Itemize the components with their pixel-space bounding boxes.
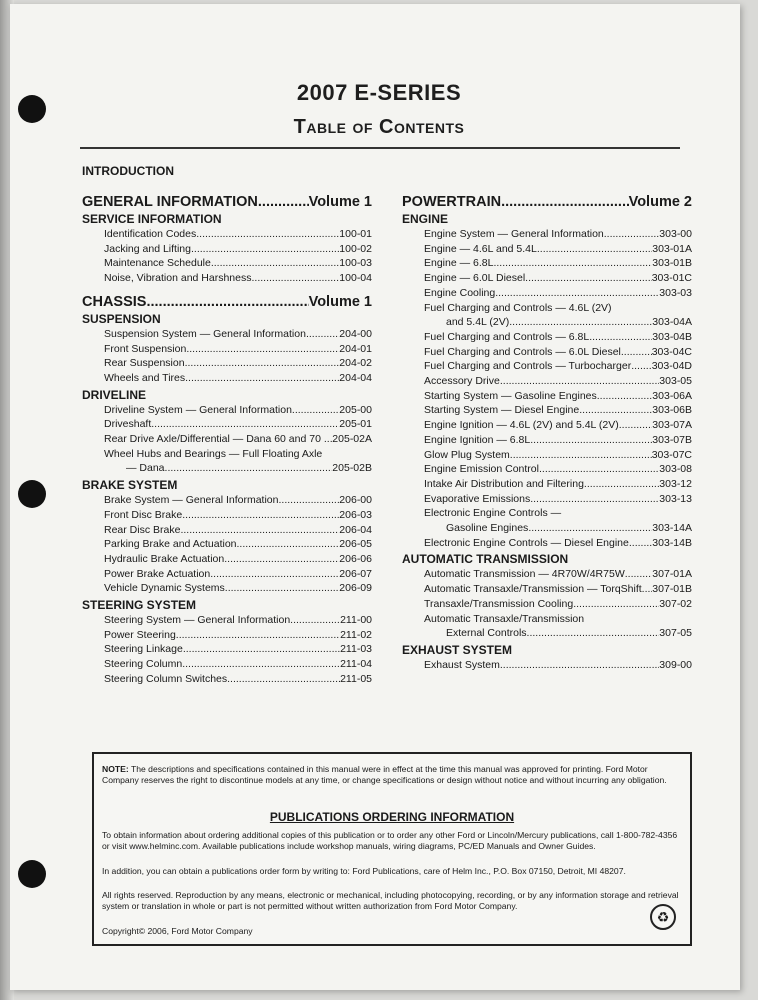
toc-entry-name: Engine System — General Information [424,228,604,240]
toc-entry-name: Steering Linkage [104,643,183,656]
toc-entry-code: 206-05 [339,538,372,551]
ordering-paragraph: To obtain information about ordering additional copies of this publication or to order any other Ford or Lincoln/Mercury publications, call 1-800-782-4356 or visit www.helminc.com. Available publications include workshop manuals, wiring diagrams, PC/ED Manuals and Owner Guides. [102,830,678,851]
toc-entry-code: 211-02 [340,628,372,641]
volume-number: Volume 1 [308,293,372,310]
toc-entry-name: Wheel Hubs and Bearings — Full Floating Axle [104,447,323,460]
toc-entry-code: 303-04A [652,316,692,329]
toc-entry [402,227,692,242]
toc-entry [402,345,692,360]
toc-entry-name: Fuel Charging and Controls — Turbocharger [424,360,632,373]
note-text: The descriptions and specifications contained in this manual were in effect at the time this manual was approved for printing. Ford Motor Company reserves the right to discontinue models at any time, or change specifications or design without notice and without incurring any obligation. [102,764,667,785]
toc-entry-name: Engine — 6.0L Diesel [424,272,526,285]
volume-label: GENERAL INFORMATION [82,194,258,210]
toc-entry [402,536,692,551]
toc-entry-code: 205-02B [332,462,372,475]
toc-entry-code: 303-07B [652,433,692,446]
toc-entry-name: Transaxle/Transmission Cooling [424,597,574,610]
toc-entry-code: 303-03 [659,286,692,299]
toc-entry [402,597,692,612]
toc-entry [82,432,372,447]
toc-entry-name: Automatic Transaxle/Transmission — TorqShift [424,583,642,596]
toc-entry [402,256,692,271]
toc-entry-name: Jacking and Lifting [104,242,191,255]
toc-entry-name: Front Suspension [104,342,187,355]
toc-entry-code: 204-02 [339,357,372,370]
toc-entry-name: Accessory Drive [424,375,500,388]
toc-entry-name: Driveshaft [104,418,152,431]
order-form-paragraph: In addition, you can obtain a publications order form by writing to: Ford Publications, care of Helm Inc., P.O. Box 07150, Detroit, MI 48207. [102,866,626,876]
toc-entry-code: 100-02 [339,242,372,255]
toc-entry-name: Rear Drive Axle/Differential — Dana 60 and 70 .. [104,433,330,446]
publications-heading: PUBLICATIONS ORDERING INFORMATION [269,810,515,824]
toc-entry-name: Fuel Charging and Controls — 6.0L Diesel [424,345,621,358]
volume-heading [82,194,372,210]
toc-entry-name: — Dana [126,462,165,475]
toc-entry-name: Intake Air Distribution and Filtering [424,477,584,490]
toc-entry [82,403,372,418]
section-heading: ENGINE [402,212,449,226]
title-rule [80,147,680,149]
section-heading: AUTOMATIC TRANSMISSION [402,552,569,567]
toc-entry-name: Power Steering [104,628,176,641]
volume-number: Volume 2 [628,194,692,210]
toc-entry-name: Starting System — Diesel Engine [424,404,580,417]
toc-entry-code: 303-05 [659,375,692,388]
toc-entry-code: 303-00 [659,228,692,240]
toc-entry-code: 303-06B [652,404,692,417]
toc-entry-code: 307-05 [659,627,692,640]
toc-entry-name: Driveline System — General Information [104,403,292,416]
toc-entry [402,403,692,418]
toc-entry-code: 206-09 [339,582,372,595]
toc-entry [402,242,692,257]
recycle-icon: ♻ [650,904,676,930]
section-heading: STEERING SYSTEM [82,598,197,613]
toc-entry-name: Starting System — Gasoline Engines [424,389,597,402]
section-heading: SERVICE INFORMATION [82,212,222,226]
toc-entry [82,523,372,538]
toc-entry [402,389,692,404]
toc-entry-name: Gasoline Engines [446,522,529,535]
toc-entry [82,657,372,672]
toc-entry-wrapped [402,301,692,316]
toc-entry [82,417,372,432]
toc-entry [82,642,372,657]
toc-entry-code: 303-14B [652,536,692,549]
notice-box [92,752,692,946]
toc-entry [82,613,372,628]
toc-entry-wrapped [82,447,372,462]
toc-entry-name: Fuel Charging and Controls — 6.8L [424,330,590,343]
toc-entry-wrapped [402,612,692,627]
toc-entry-code: 307-01A [652,568,692,581]
toc-entry-code: 303-04B [652,330,692,343]
toc-entry [82,537,372,552]
introduction-heading: INTRODUCTION [82,164,174,178]
toc-entry-code: 303-04C [651,345,692,358]
toc-entry-name: Noise, Vibration and Harshness [104,272,252,285]
note-label: NOTE: [102,764,129,774]
toc-entry-name: Front Disc Brake [104,508,183,521]
toc-entry-name: Hydraulic Brake Actuation [104,552,225,565]
toc-entry [402,330,692,345]
toc-entry-name: Evaporative Emissions [424,492,531,505]
toc-entry-name: Brake System — General Information [104,494,279,507]
toc-entry [402,626,692,641]
toc-entry [402,477,692,492]
toc-entry-name: Suspension System — General Information [104,327,306,340]
toc-entry [82,342,372,357]
toc-entry [402,521,692,536]
toc-entry [402,567,692,582]
toc-entry-code: 303-12 [659,477,692,490]
document-title: 2007 E-SERIES [296,80,462,105]
toc-entry-name: Engine Cooling [424,286,496,299]
toc-entry [82,327,372,342]
volume-heading [82,294,372,310]
toc-entry-code: 206-07 [339,567,372,580]
toc-left-column [82,194,372,687]
toc-entry [82,461,372,476]
toc-entry-name: Engine Ignition — 4.6L (2V) and 5.4L (2V) [424,419,619,432]
volume-label: POWERTRAIN [402,194,502,210]
toc-entry-name: Steering Column [104,658,183,671]
toc-entry [82,271,372,286]
toc-entry [82,242,372,257]
toc-entry-name: Rear Suspension [104,357,185,370]
toc-entry-name: Maintenance Schedule [104,257,211,270]
toc-entry-code: 211-03 [340,643,372,656]
toc-entry-name: Exhaust System [424,658,500,671]
toc-entry-name: Engine — 4.6L and 5.4L [424,242,537,255]
toc-entry-code: 211-04 [340,658,372,671]
toc-entry-name: Engine — 6.8L [424,257,494,270]
toc-entry-name: External Controls [446,627,527,640]
section-heading: SUSPENSION [82,311,161,326]
toc-entry-code: 205-01 [339,418,372,431]
toc-entry [402,492,692,507]
toc-entry-name: Engine Emission Control [424,463,539,476]
toc-entry-code: 303-07A [652,419,692,432]
toc-entry-name: Fuel Charging and Controls — 4.6L (2V) [424,301,612,314]
volume-heading [402,194,692,210]
toc-entry [402,359,692,374]
toc-entry-name: Steering System — General Information [104,614,291,627]
toc-entry-code: 303-01C [651,272,692,285]
copyright-line: Copyright© 2006, Ford Motor Company [102,926,253,936]
toc-entry-code: 303-08 [659,463,692,476]
toc-entry-name: Wheels and Tires [104,371,186,384]
toc-entry-code: 206-00 [339,494,372,507]
toc-entry-code: 100-01 [339,228,372,240]
toc-entry-name: Electronic Engine Controls — [424,507,562,520]
toc-entry [402,462,692,477]
toc-entry-code: 303-13 [659,492,692,505]
toc-entry [402,433,692,448]
toc-entry-name: Electronic Engine Controls — Diesel Engine [424,536,629,549]
toc-entry-code: 100-03 [339,257,372,270]
volume-number: Volume 1 [308,194,372,210]
toc-entry-code: 303-06A [652,389,692,402]
toc-entry-code: 206-04 [339,523,372,536]
toc-entry-code: 307-01B [652,583,692,596]
toc-entry [82,581,372,596]
toc-entry-code: 307-02 [659,597,692,610]
toc-entry-code: 303-04D [651,360,692,373]
toc-entry [402,374,692,389]
toc-entry-name: Parking Brake and Actuation [104,538,237,551]
toc-entry-name: Vehicle Dynamic Systems [104,582,225,595]
document-subtitle: Table of Contents [293,116,465,138]
toc-entry-code: 206-03 [339,508,372,521]
toc-entry-code: 204-01 [339,342,372,355]
toc-entry [402,448,692,463]
toc-entry [402,582,692,597]
note-paragraph [102,764,682,786]
toc-entry [82,508,372,523]
toc-entry-name: Automatic Transaxle/Transmission [424,612,585,625]
punch-hole [18,860,46,888]
toc-entry [82,371,372,386]
punch-hole [18,480,46,508]
section-heading: DRIVELINE [82,387,147,402]
toc-right-column [402,194,692,673]
toc-entry-name: Automatic Transmission — 4R70W/4R75W [424,568,625,581]
toc-entry [82,227,372,242]
toc-entry-code: 100-04 [339,272,372,285]
toc-entry-code: 303-01A [652,242,692,255]
toc-entry-code: 211-00 [340,614,372,627]
toc-entry-code: 303-01B [652,257,692,270]
toc-entry [82,356,372,371]
section-heading: EXHAUST SYSTEM [402,642,513,657]
toc-entry-name: Steering Column Switches [104,672,228,685]
toc-entry-code: 211-05 [340,672,372,685]
toc-entry-code: 303-14A [652,522,692,535]
toc-entry-code: 303-07C [651,448,692,461]
toc-entry-name: Power Brake Actuation [104,567,211,580]
toc-entry [402,271,692,286]
toc-entry-name: Engine Ignition — 6.8L [424,433,531,446]
rights-paragraph: All rights reserved. Reproduction by any means, electronic or mechanical, including photocopying, recording, or by any information storage and retrieval system or translation in whole or part is not permitted without written authorization from Ford Motor Company. [102,890,679,911]
toc-entry [82,493,372,508]
toc-entry-name: Rear Disc Brake [104,523,181,536]
toc-entry [82,628,372,643]
toc-entry-code: 309-00 [659,658,692,671]
toc-entry-code: 205-00 [339,403,372,416]
toc-entry-code: 204-00 [339,327,372,340]
toc-entry-name: Glow Plug System [424,448,510,461]
toc-entry-code: 205-02A [332,433,372,446]
toc-entry-name: Identification Codes [104,228,197,240]
toc-entry [402,418,692,433]
toc-entry [402,286,692,301]
toc-entry [82,672,372,687]
section-heading: BRAKE SYSTEM [82,478,178,493]
toc-entry [82,567,372,582]
toc-entry-name: and 5.4L (2V) [446,316,510,329]
toc-entry [402,658,692,673]
toc-entry-wrapped [402,506,692,521]
toc-entry [82,256,372,271]
toc-entry [82,552,372,567]
volume-label: CHASSIS [82,293,147,310]
toc-entry-code: 206-06 [339,552,372,565]
toc-entry [402,315,692,330]
toc-entry-code: 204-04 [339,371,372,384]
